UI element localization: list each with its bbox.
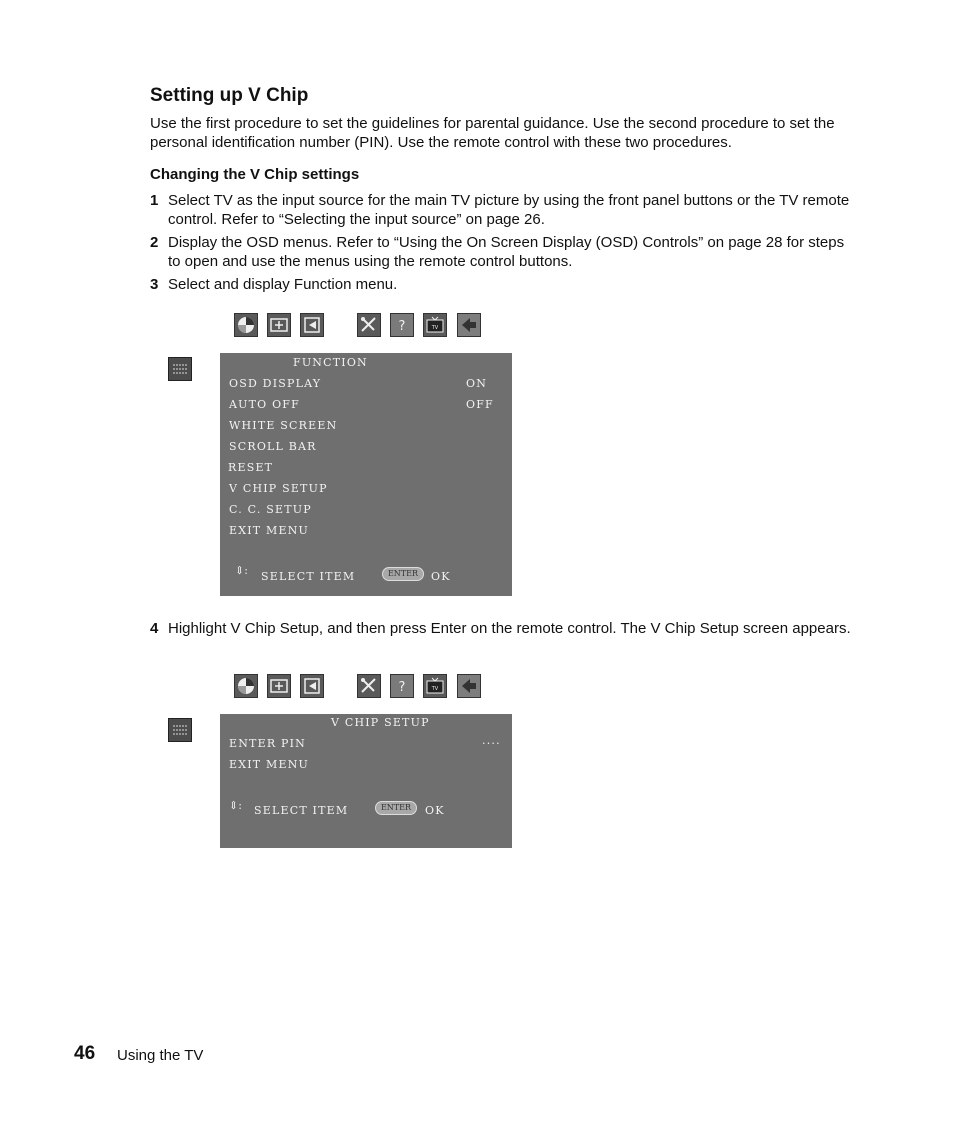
menu-item-value: OFF — [466, 398, 494, 411]
ok-hint: OK — [425, 804, 445, 817]
step-number: 1 — [150, 192, 159, 209]
up-down-arrow-icon: ⇕: — [229, 799, 242, 812]
menu-item[interactable]: ENTER PIN — [229, 737, 306, 750]
tv-icon-label: TV — [431, 686, 439, 692]
menu-item[interactable]: EXIT MENU — [229, 524, 310, 537]
menu-item[interactable]: C. C. SETUP — [229, 503, 312, 516]
menu-item-value: ON — [466, 377, 488, 390]
menu-item[interactable]: SCROLL BAR — [229, 440, 317, 453]
menu-side-icon — [168, 357, 192, 381]
menu-item[interactable]: V CHIP SETUP — [229, 482, 328, 495]
vchip-menu-panel — [220, 714, 512, 848]
vchip-menu-title: V CHIP SETUP — [331, 716, 430, 729]
tv-icon-label: TV — [431, 325, 439, 331]
menu-item[interactable]: OSD DISPLAY — [229, 377, 322, 390]
function-menu-panel — [220, 353, 512, 596]
page-heading: Setting up V Chip — [150, 85, 309, 106]
menu-item[interactable]: WHITE SCREEN — [229, 419, 338, 432]
input-icon — [457, 674, 481, 698]
step-text: Display the OSD menus. Refer to “Using the On Screen Display (OSD) Controls” on page 28 for steps to open and use the menus using the remote control buttons. — [168, 234, 845, 270]
menu-item[interactable]: AUTO OFF — [229, 398, 300, 411]
function-menu-title: FUNCTION — [293, 356, 368, 369]
up-down-arrow-icon: ⇕: — [235, 564, 248, 577]
color-icon — [234, 313, 258, 337]
help-icon — [390, 674, 414, 698]
step-number: 2 — [150, 234, 159, 251]
enter-button-icon: ENTER — [375, 801, 417, 815]
position-icon — [267, 313, 291, 337]
position-icon — [267, 674, 291, 698]
menu-item[interactable]: RESET — [228, 461, 274, 474]
input-icon — [457, 313, 481, 337]
step-3 — [150, 275, 855, 294]
subheading: Changing the V Chip settings — [150, 166, 360, 183]
step-text: Highlight V Chip Setup, and then press Enter on the remote control. The V Chip Setup screen appears. — [168, 620, 851, 637]
step-4 — [150, 619, 855, 638]
color-icon — [234, 674, 258, 698]
pin-value: ···· — [482, 737, 501, 750]
menu-item[interactable]: EXIT MENU — [229, 758, 310, 771]
menu-side-icon — [168, 718, 192, 742]
step-1 — [150, 191, 855, 229]
footer-section: Using the TV — [117, 1047, 204, 1064]
tv-icon — [423, 674, 447, 698]
help-icon — [390, 313, 414, 337]
step-number: 4 — [150, 620, 159, 637]
function-icon — [357, 313, 381, 337]
function-icon — [357, 674, 381, 698]
step-text: Select TV as the input source for the main TV picture by using the front panel buttons or the TV remote control. Refer to “Selecting the input source” on page 26. — [168, 192, 850, 228]
svg-text:?: ? — [398, 680, 406, 695]
step-2 — [150, 233, 855, 271]
ok-hint: OK — [431, 570, 451, 583]
svg-text:?: ? — [398, 319, 406, 334]
select-item-hint: SELECT ITEM — [254, 804, 349, 817]
picture-icon — [300, 674, 324, 698]
enter-button-icon: ENTER — [382, 567, 424, 581]
step-text: Select and display Function menu. — [168, 276, 398, 293]
intro-paragraph: Use the first procedure to set the guidelines for parental guidance. Use the second procedure to set the personal identification number (PIN). Use the remote control with these two procedures. — [150, 115, 835, 151]
select-item-hint: SELECT ITEM — [261, 570, 356, 583]
step-number: 3 — [150, 276, 159, 293]
tv-icon — [423, 313, 447, 337]
page-number: 46 — [74, 1043, 96, 1064]
picture-icon — [300, 313, 324, 337]
